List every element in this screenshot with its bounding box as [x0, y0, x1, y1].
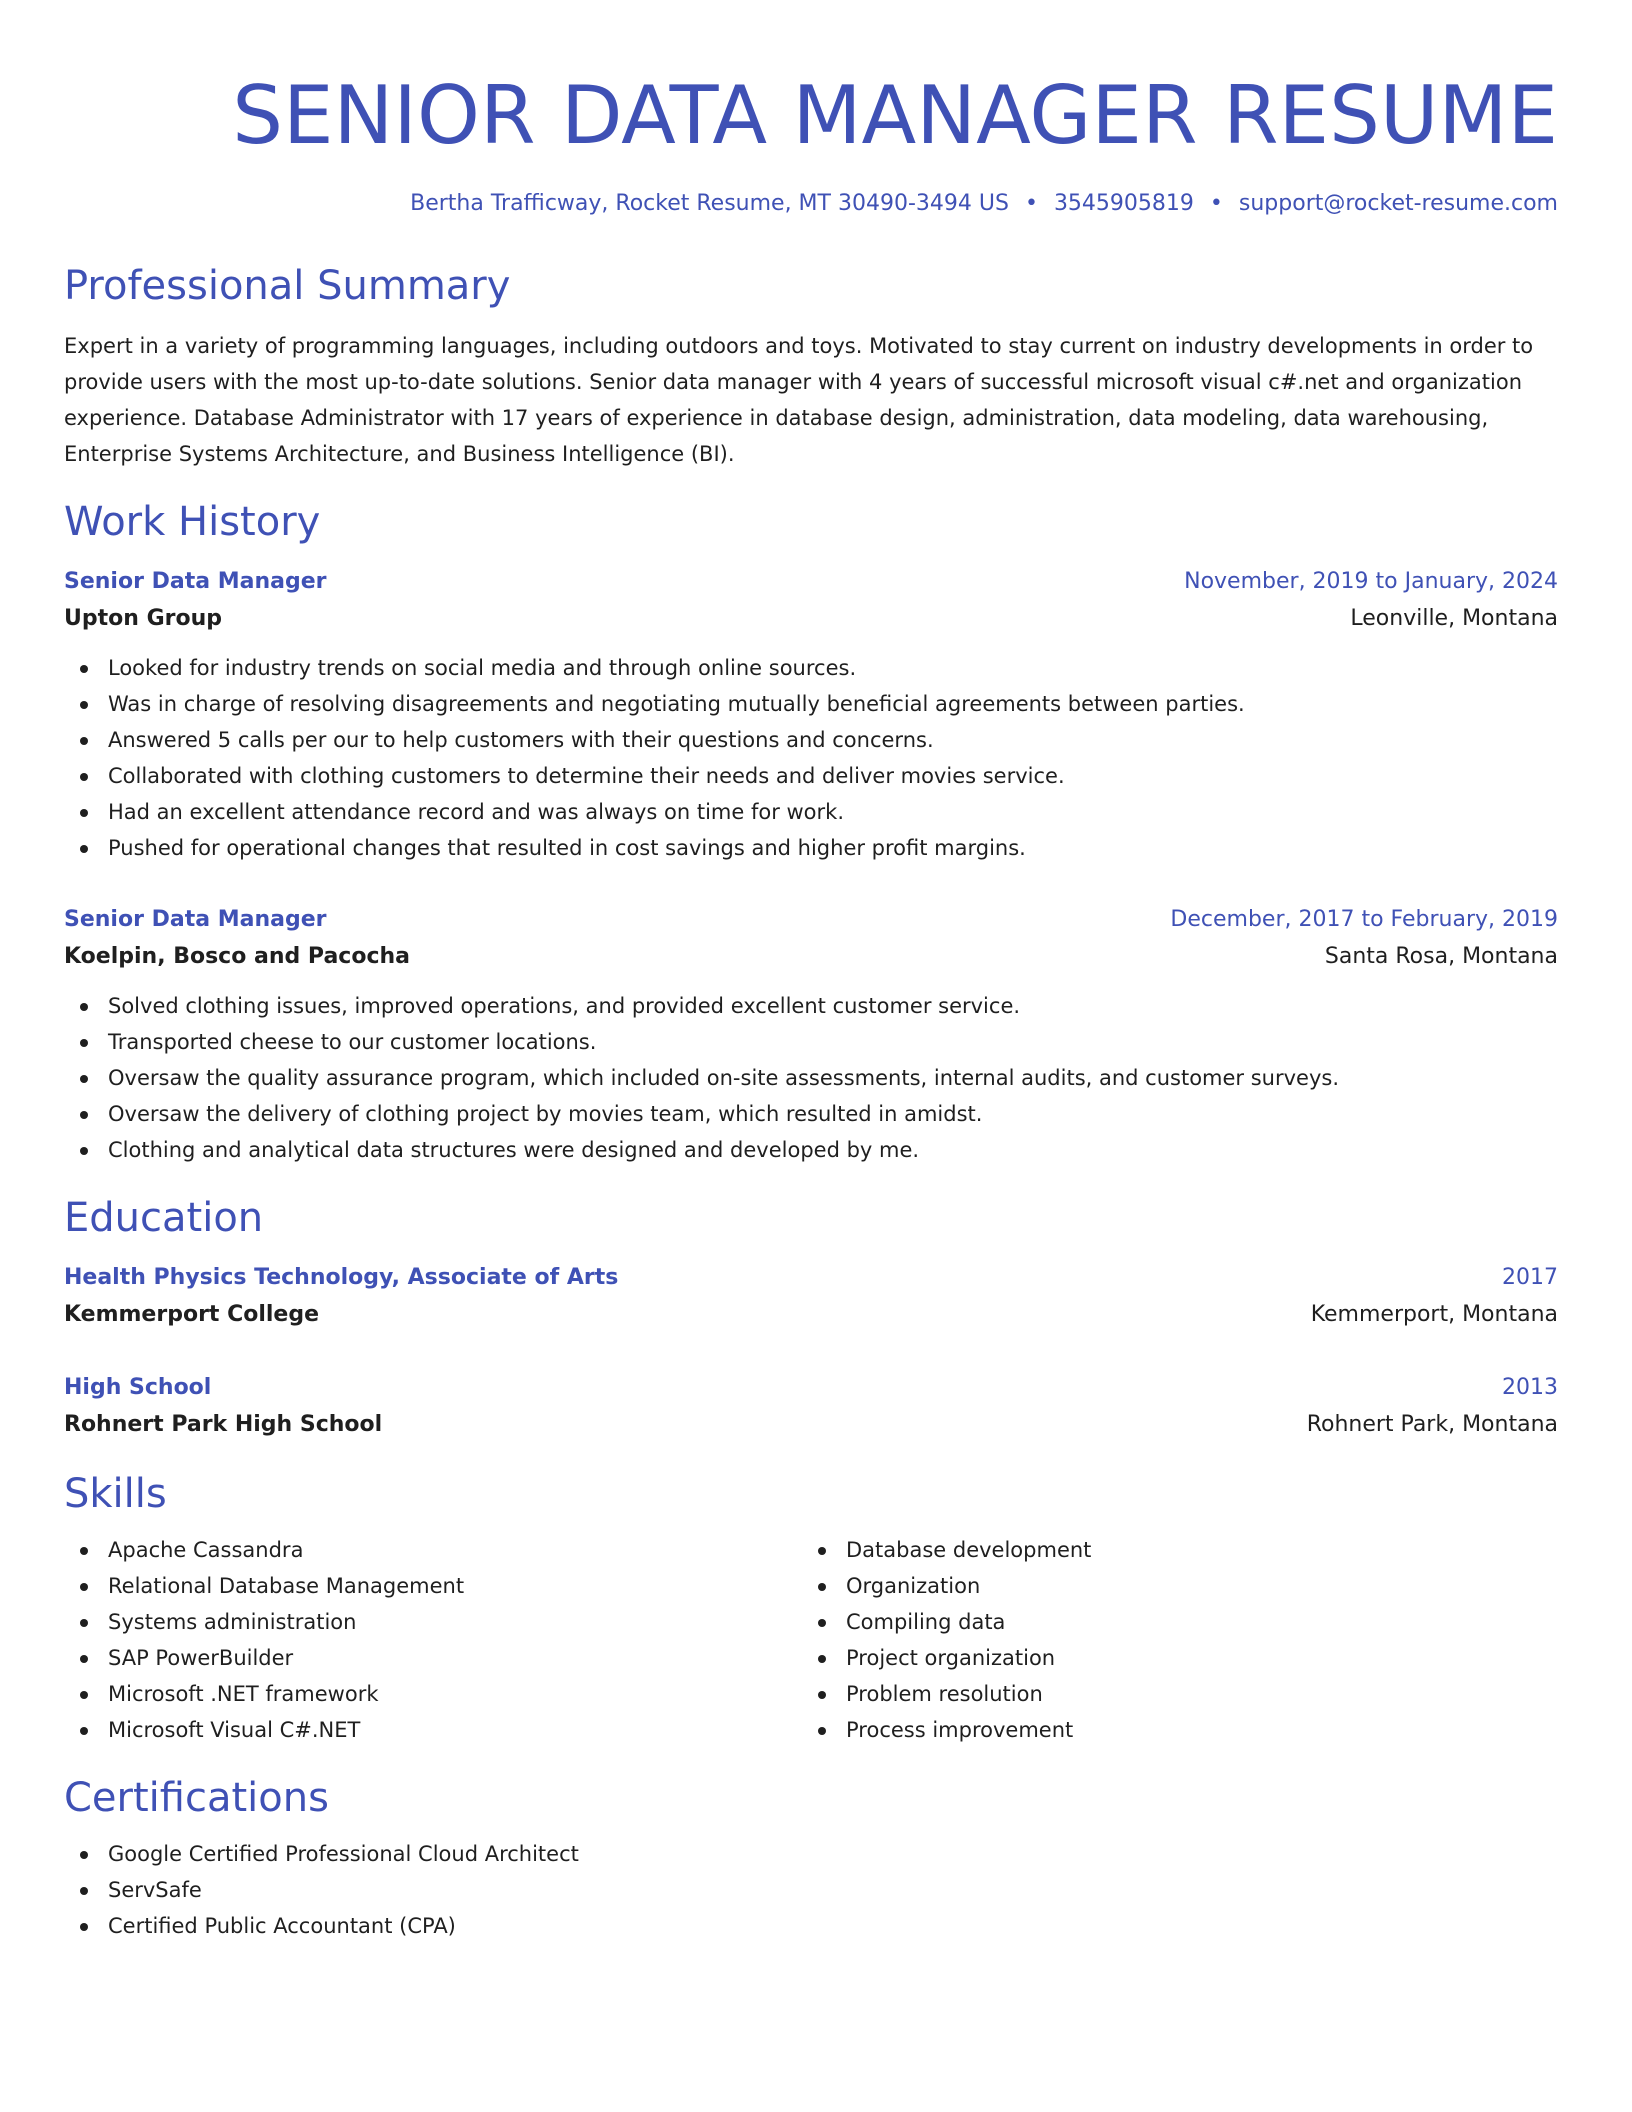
certifications-list [64, 1836, 1558, 1944]
list-item: Clothing and analytical data structures were designed and developed by me. [64, 1132, 1558, 1168]
job-entry [64, 564, 1558, 866]
skill-item: Process improvement [802, 1712, 1540, 1748]
list-item: Collaborated with clothing customers to determine their needs and deliver movies service. [64, 758, 1558, 794]
contact-separator: • [1024, 191, 1038, 216]
education-entry [64, 1370, 1558, 1444]
list-item: Answered 5 calls per our to help customers with their questions and concerns. [64, 722, 1558, 758]
education-location: Rohnert Park, Montana [1306, 1412, 1558, 1437]
certification-item: Certified Public Accountant (CPA) [64, 1908, 1558, 1944]
section-title-summary: Professional Summary [64, 263, 511, 309]
education-degree: Health Physics Technology, Associate of Arts [64, 1265, 619, 1290]
skill-item: Compiling data [802, 1604, 1540, 1640]
contact-phone: 3545905819 [1053, 191, 1194, 216]
section-title-work-history: Work History [64, 499, 321, 545]
job-location: Santa Rosa, Montana [1324, 944, 1558, 969]
contact-email[interactable]: support@rocket-resume.com [1238, 191, 1558, 216]
summary-text: Expert in a variety of programming languages, including outdoors and toys. Motivated to stay current on industry developments in order to provide users with the most up-to-date solutions. Senior data manager with 4 years of successful microsoft visual c#.net and organization experience. Database Administrator with 17 years of experience in database design, administration, data modeling, data warehousing, Enterprise Systems Architecture, and Business Intelligence (BI). [64, 334, 1534, 466]
education-entry [64, 1260, 1558, 1334]
skill-item: Organization [802, 1568, 1540, 1604]
skill-item: Project organization [802, 1640, 1540, 1676]
education-year: 2013 [1502, 1375, 1558, 1400]
skills-grid [64, 1532, 1558, 1748]
job-company: Upton Group [64, 606, 222, 631]
skill-item: Database development [802, 1532, 1540, 1568]
skill-item: Problem resolution [802, 1676, 1540, 1712]
job-dates: December, 2017 to February, 2019 [1170, 907, 1558, 932]
contact-separator: • [1209, 191, 1223, 216]
education-year: 2017 [1502, 1265, 1558, 1290]
list-item: Transported cheese to our customer locations. [64, 1024, 1558, 1060]
education-degree: High School [64, 1375, 212, 1400]
skills-column-left [64, 1532, 802, 1748]
certification-item: Google Certified Professional Cloud Architect [64, 1836, 1558, 1872]
contact-line [64, 188, 1558, 220]
skill-item: Systems administration [64, 1604, 802, 1640]
skill-item: Microsoft .NET framework [64, 1676, 802, 1712]
contact-address: Bertha Trafficway, Rocket Resume, MT 30490-3494 US [410, 191, 1009, 216]
job-role: Senior Data Manager [64, 907, 327, 932]
section-title-skills: Skills [64, 1471, 167, 1517]
list-item: Looked for industry trends on social media and through online sources. [64, 650, 1558, 686]
education-location: Kemmerport, Montana [1310, 1302, 1558, 1327]
skills-column-right [802, 1532, 1540, 1748]
section-title-certifications: Certifications [64, 1775, 329, 1821]
list-item: Solved clothing issues, improved operations, and provided excellent customer service. [64, 988, 1558, 1024]
list-item: Was in charge of resolving disagreements and negotiating mutually beneficial agreements between parties. [64, 686, 1558, 722]
job-location: Leonville, Montana [1350, 606, 1558, 631]
resume-page [64, 40, 1558, 1984]
job-bullets [64, 988, 1558, 1168]
list-item: Oversaw the delivery of clothing project by movies team, which resulted in amidst. [64, 1096, 1558, 1132]
section-title-education: Education [64, 1195, 264, 1241]
list-item: Pushed for operational changes that resulted in cost savings and higher profit margins. [64, 830, 1558, 866]
certification-item: ServSafe [64, 1872, 1558, 1908]
skill-item: SAP PowerBuilder [64, 1640, 802, 1676]
education-school: Rohnert Park High School [64, 1412, 383, 1437]
list-item: Oversaw the quality assurance program, which included on-site assessments, internal audits, and customer surveys. [64, 1060, 1558, 1096]
job-dates: November, 2019 to January, 2024 [1184, 569, 1558, 594]
resume-title: SENIOR DATA MANAGER RESUME [232, 69, 1558, 162]
education-school: Kemmerport College [64, 1302, 320, 1327]
job-entry [64, 902, 1558, 1168]
skill-item: Microsoft Visual C#.NET [64, 1712, 802, 1748]
skill-item: Relational Database Management [64, 1568, 802, 1604]
list-item: Had an excellent attendance record and was always on time for work. [64, 794, 1558, 830]
skill-item: Apache Cassandra [64, 1532, 802, 1568]
job-company: Koelpin, Bosco and Pacocha [64, 944, 410, 969]
job-role: Senior Data Manager [64, 569, 327, 594]
job-bullets [64, 650, 1558, 866]
